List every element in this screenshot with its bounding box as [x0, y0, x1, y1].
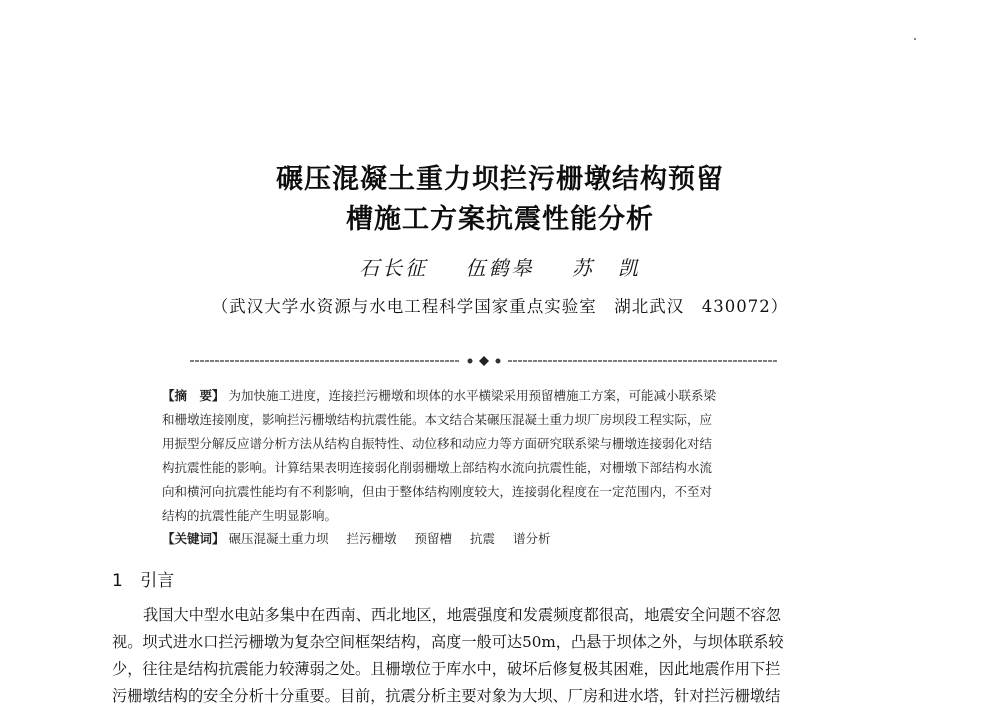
keyword: 拦污栅墩: [346, 531, 397, 546]
author-list: [0, 252, 1000, 281]
abstract: [162, 384, 830, 528]
keyword: 预留槽: [414, 531, 453, 546]
body-line: 我国大中型水电站多集中在西南、西北地区，地震强度和发震频度都很高，地震安全问题不容忽: [143, 606, 781, 624]
keywords: [162, 529, 830, 547]
section-title: 引言: [140, 571, 175, 591]
abstract-line: 【摘 要】 为加快施工进度，连接拦污栅墩和坝体的水平横梁采用预留槽施工方案，可能减小联系梁: [162, 388, 717, 403]
body-paragraph: [112, 602, 882, 710]
ornamental-divider: [190, 354, 778, 368]
abstract-line: 结构的抗震性能产生明显影响。: [162, 508, 338, 523]
keyword: 碾压混凝土重力坝: [228, 531, 329, 546]
body-line: 视。坝式进水口拦污栅墩为复杂空间框架结构，高度一般可达50m，凸悬于坝体之外，与坝体联系较: [112, 633, 784, 651]
abstract-line: 用振型分解反应谱分析方法从结构自振特性、动位移和动应力等方面研究联系梁与栅墩连接弱化对结: [162, 436, 713, 451]
author-name: 石长征: [359, 256, 429, 280]
affiliation: （武汉大学水资源与水电工程科学国家重点实验室 湖北武汉 430072）: [211, 297, 789, 316]
body-line: 少，往往是结构抗震能力较薄弱之处。且栅墩位于库水中，破坏后修复极其困难，因此地震作用下拦: [112, 660, 781, 678]
paper-title-line-2: 槽施工方案抗震性能分析: [346, 204, 654, 235]
body-line: 污栅墩结构的安全分析十分重要。目前，抗震分析主要对象为大坝、厂房和进水塔，针对拦污栅墩结: [112, 687, 781, 705]
abstract-line: 构抗震性能的影响。计算结果表明连接弱化削弱栅墩上部结构水流向抗震性能，对栅墩下部结构水流: [162, 460, 713, 475]
author-name: 伍鹤皋: [465, 256, 535, 280]
section-number: 1: [112, 571, 123, 591]
abstract-label: 【摘 要】: [162, 388, 225, 403]
abstract-line: 和栅墩连接刚度，影响拦污栅墩结构抗震性能。本文结合某碾压混凝土重力坝厂房坝段工程实际，应: [162, 412, 713, 427]
scan-speck: [914, 38, 916, 40]
abstract-line: 向和横河向抗震性能均有不利影响，但由于整体结构刚度较大，连接弱化程度在一定范围内，不至对: [162, 484, 713, 499]
section-heading: [112, 566, 174, 591]
keyword: 谱分析: [513, 531, 551, 546]
keyword: 抗震: [470, 531, 496, 546]
keywords-label: 【关键词】: [162, 531, 225, 546]
paper-title-line-1: 碾压混凝土重力坝拦污栅墩结构预留: [276, 164, 724, 195]
author-name: 苏 凯: [571, 256, 641, 280]
